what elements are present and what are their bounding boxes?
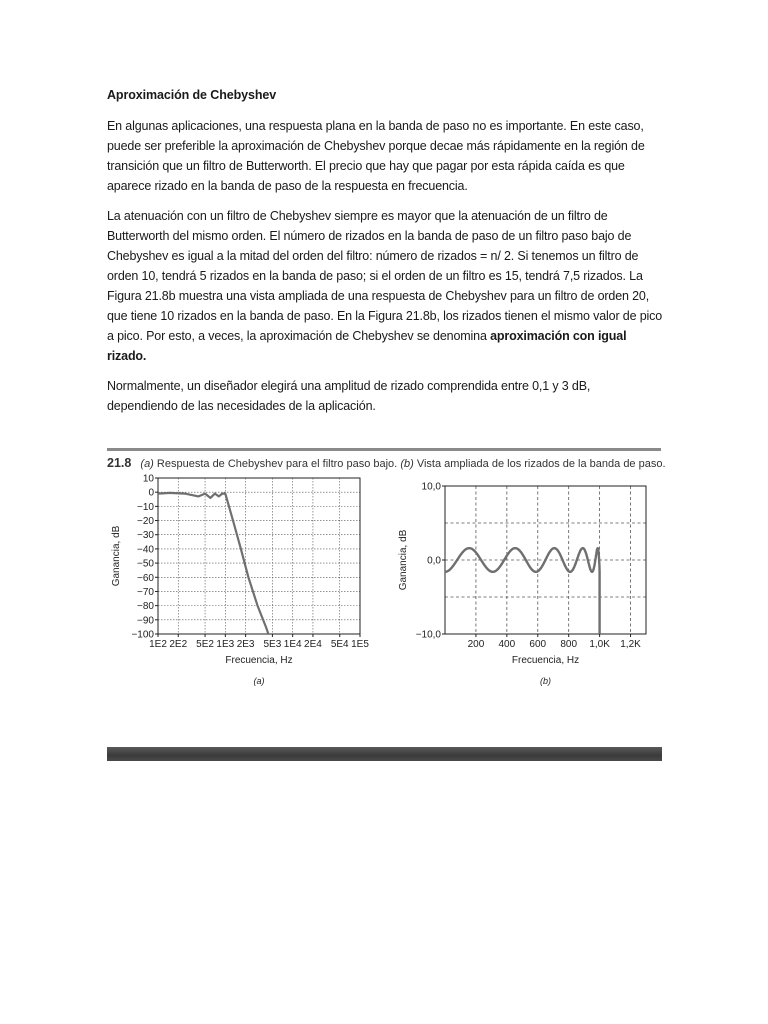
chart-a-y-tick-label: −50 [137, 558, 154, 570]
chart-a-y-tick-label: −90 [137, 615, 154, 627]
paragraph-2-bold: aproximación con igual rizado. [107, 329, 627, 363]
chart-a-y-tick-label: −80 [137, 601, 154, 613]
chart-b-y-tick-label: −10,0 [415, 629, 441, 641]
chart-a-x-tick-label: 2E3 [236, 639, 255, 650]
chart-a-x-tick-label: 5E2 [196, 639, 214, 650]
chart-b-ylabel: Ganancia, dB [398, 529, 409, 591]
paragraph-3: Normalmente, un diseñador elegirá una amplitud de rizado comprendida entre 0,1 y 3 dB, dependiendo de las necesidades de la aplicación. [107, 379, 591, 413]
chart-a [107, 472, 377, 702]
chart-a-series-line [158, 493, 272, 645]
paragraph-2-text: La atenuación con un filtro de Chebyshev siempre es mayor que la atenuación de un filtro de Butterworth del mismo orden. El número de rizados en la banda de paso de un filtro paso bajo de Chebyshev es igual a la mitad del orden del filtro: número de rizados = n/ 2. Si tenemos un filtro de orden 10, tendrá 5 rizados en la banda de paso; si el orden de un filtro es 15, tendrá 7,5 rizados. La Figura 21.8b muestra una vista ampliada de una respuesta de Chebyshev para un filtro de orden 20, que tiene 10 rizados en la banda de paso. En la Figura 21.8b, los rizados tienen el mismo valor de pico a pico. Por esto, a veces, la aproximación de Chebyshev se denomina [107, 209, 663, 343]
footer-bar [107, 747, 662, 761]
chart-a-x-tick-label: 1E2 [149, 639, 167, 650]
figure-number: 21.8 [107, 456, 132, 470]
figure-caption [107, 456, 666, 470]
chart-b-x-tick-label: 800 [560, 639, 578, 650]
chart-a-y-tick-label: 10 [142, 473, 154, 485]
chart-b-x-tick-label: 200 [467, 639, 485, 650]
paragraph-1: En algunas aplicaciones, una respuesta plana en la banda de paso no es importante. En este caso, puede ser preferible la aproximación de Chebyshev porque decae más rápidamente en la región de transición que un filtro de Butterworth. El precio que hay que pagar por esta rápida caída es que aparece rizado en la banda de paso de la respuesta en frecuencia. [107, 119, 645, 193]
caption-b-letter: (b) [400, 458, 414, 470]
chart-b-x-tick-label: 600 [529, 639, 547, 650]
paragraph-2 [107, 206, 663, 366]
chart-a-ylabel: Ganancia, dB [111, 525, 122, 587]
caption-a-text: Respuesta de Chebyshev para el filtro paso bajo. [156, 458, 398, 470]
chart-b-x-tick-label: 400 [498, 639, 516, 650]
chart-a-y-tick-label: −30 [137, 530, 154, 542]
chart-a-x-tick-label: 2E4 [304, 639, 322, 650]
chart-a-x-tick-label: 2E2 [169, 639, 188, 650]
figure-21-8 [107, 448, 666, 708]
chart-a-y-tick-label: −60 [137, 572, 154, 584]
chart-b-y-tick-label: 10,0 [421, 481, 441, 493]
caption-b-text: Vista ampliada de los rizados de la banda de paso. [416, 458, 666, 470]
chart-b-x-tick-label: 1,2K [620, 639, 641, 650]
caption-a-letter: (a) [140, 458, 154, 470]
chart-a-y-tick-label: −40 [137, 544, 154, 556]
chart-a-x-tick-label: 5E3 [263, 639, 282, 650]
chart-a-y-tick-label: −100 [131, 629, 154, 641]
chart-b [395, 472, 661, 702]
document-body [107, 88, 663, 426]
chart-b-series-line [445, 548, 600, 634]
chart-a-x-tick-label: 1E3 [216, 639, 235, 650]
chart-b-xlabel: Frecuencia, Hz [511, 655, 580, 666]
chart-a-y-tick-label: −70 [137, 586, 154, 598]
chart-a-x-tick-label: 5E4 [330, 639, 349, 650]
chart-a-xlabel: Frecuencia, Hz [225, 655, 293, 666]
chart-a-panel-label: (a) [253, 676, 265, 686]
figure-top-rule [107, 448, 661, 451]
chart-a-x-tick-label: 1E4 [283, 639, 302, 650]
chart-a-y-tick-label: −20 [137, 516, 154, 528]
chart-b-y-tick-label: 0,0 [427, 555, 441, 567]
chart-b-x-tick-label: 1,0K [589, 639, 610, 650]
chart-a-x-tick-label: 1E5 [351, 639, 369, 650]
chart-a-y-tick-label: −10 [137, 501, 154, 513]
chart-b-panel-label: (b) [540, 676, 551, 686]
chart-a-y-tick-label: 0 [148, 487, 154, 499]
section-title: Aproximación de Chebyshev [107, 88, 277, 102]
